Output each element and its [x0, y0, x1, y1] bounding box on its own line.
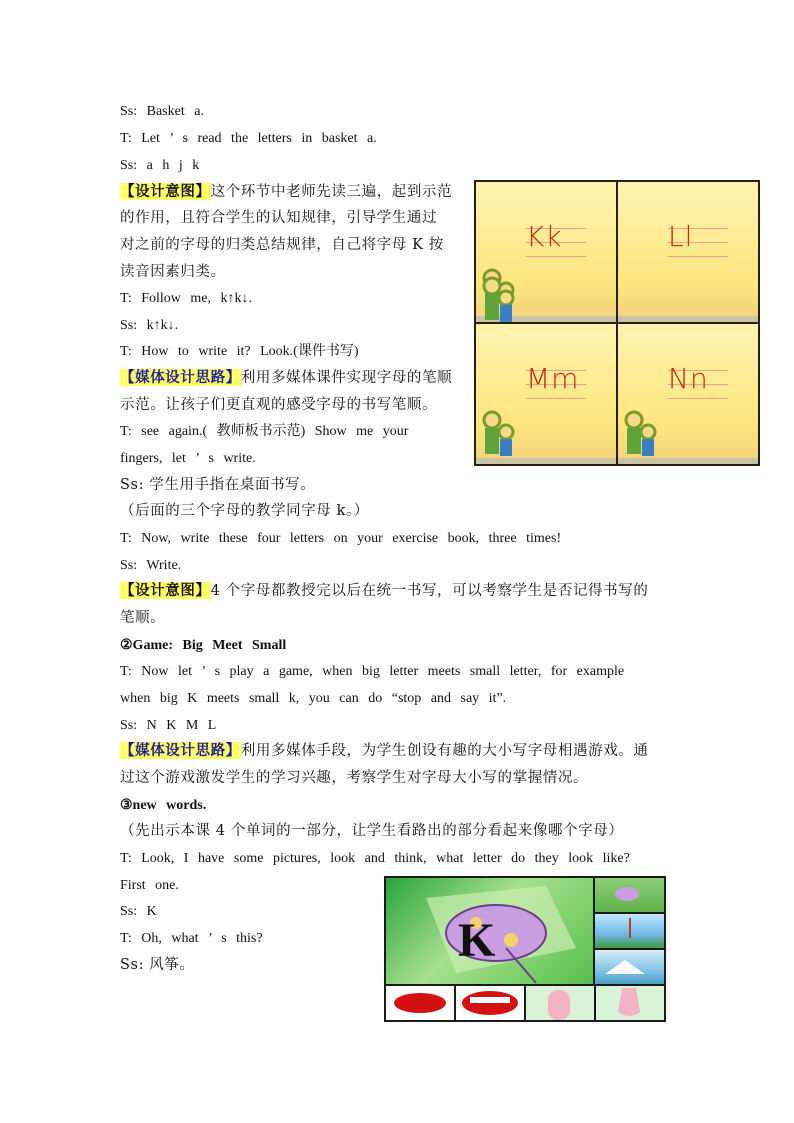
- text-line: 对之前的字母的归类总结规律，自己将字母 K 按: [120, 237, 444, 253]
- letter-pair: Mm: [526, 362, 580, 395]
- text-line: （后面的三个字母的教学同字母 k。）: [120, 503, 369, 519]
- text-line: T: Now, write these four letters on your exercise book, three times!: [120, 531, 562, 546]
- media-design-line: [120, 741, 649, 761]
- letter-panel-mm: [476, 324, 616, 464]
- kids-icon: [622, 406, 658, 458]
- big-letter-k: K: [458, 914, 496, 967]
- text-line: Ss: a h j k: [120, 158, 200, 173]
- kite-thumb: [595, 878, 664, 912]
- text-line: Ss: k↑k↓.: [120, 318, 179, 333]
- design-intent-tag: 【设计意图】: [120, 582, 211, 599]
- text-line: fingers, let ’ s write.: [120, 451, 256, 466]
- text-line: First one.: [120, 878, 179, 893]
- text-line: Ss: N K M L: [120, 718, 217, 733]
- letter-panel-nn: [618, 324, 758, 464]
- media-design-tag: 【媒体设计思路】: [120, 369, 241, 386]
- section-heading-new-words: ③new words.: [120, 798, 207, 813]
- letter-pair: Nn: [668, 362, 709, 395]
- text-span: 这个环节中老师先读三遍，起到示范: [210, 184, 453, 200]
- section-heading-game: ②Game: Big Meet Small: [120, 638, 287, 653]
- mountain-thumb: [595, 950, 664, 984]
- text-line: Ss: Write.: [120, 558, 182, 573]
- letter-pair: Kk: [526, 220, 563, 253]
- kids-icon: [480, 272, 516, 324]
- text-line: Ss: 学生用手指在桌面书写。: [120, 477, 316, 493]
- text-span: 利用多媒体手段，为学生创设有趣的大小写字母相遇游戏。通: [240, 743, 649, 759]
- letter-pair: Ll: [668, 220, 694, 253]
- text-line: 读音因素归类。: [120, 264, 226, 280]
- text-line: T: Look, I have some pictures, look and think, what letter do they look like?: [120, 851, 630, 866]
- text-line: Ss: K: [120, 904, 157, 919]
- text-line: T: Follow me, k↑k↓.: [120, 291, 253, 306]
- text-line: （先出示本课 4 个单词的一部分，让学生看路出的部分看起来像哪个字母）: [120, 823, 624, 839]
- design-intent-tag: 【设计意图】: [120, 183, 211, 200]
- word-pictures-image: [384, 876, 666, 1022]
- nose-picture: [596, 986, 664, 1020]
- text-line: T: Let ’ s read the letters in basket a.: [120, 131, 377, 146]
- text-line: T: Now let ’ s play a game, when big letter meets small letter, for example: [120, 664, 625, 679]
- text-line: 过这个游戏激发学生的学习兴趣，考察学生对字母大小写的掌握情况。: [120, 770, 589, 786]
- mouth-picture: [456, 986, 524, 1020]
- text-line: 笔顺。: [120, 610, 166, 626]
- kids-icon: [480, 406, 516, 458]
- text-line: 的作用，且符合学生的认知规律，引导学生通过: [120, 210, 438, 226]
- nail-picture: [526, 986, 594, 1020]
- text-span: 4 个字母都教授完以后在统一书写，可以考察学生是否记得书写的: [210, 583, 649, 599]
- text-line: T: see again.( 教师板书示范) Show me your: [120, 424, 409, 439]
- letter-panel-ll: [618, 182, 758, 322]
- letter-slides-image: [474, 180, 760, 466]
- text-line: Ss: Basket a.: [120, 104, 204, 119]
- text-line: T: How to write it? Look.(课件书写): [120, 344, 359, 359]
- design-intent-line: [120, 182, 452, 202]
- lake-thumb: [595, 914, 664, 948]
- design-intent-line: [120, 581, 648, 601]
- text-line: when big K meets small k, you can do “stop and say it”.: [120, 691, 507, 706]
- media-design-line: [120, 368, 452, 388]
- text-line: 示范。让孩子们更直观的感受字母的书写笔顺。: [120, 397, 438, 413]
- text-span: 利用多媒体课件实现字母的笔顺: [240, 370, 453, 386]
- media-design-tag: 【媒体设计思路】: [120, 742, 241, 759]
- kite-picture: [386, 878, 593, 984]
- text-line: Ss: 风筝。: [120, 957, 195, 973]
- text-line: T: Oh, what ’ s this?: [120, 931, 263, 946]
- lips-picture: [386, 986, 454, 1020]
